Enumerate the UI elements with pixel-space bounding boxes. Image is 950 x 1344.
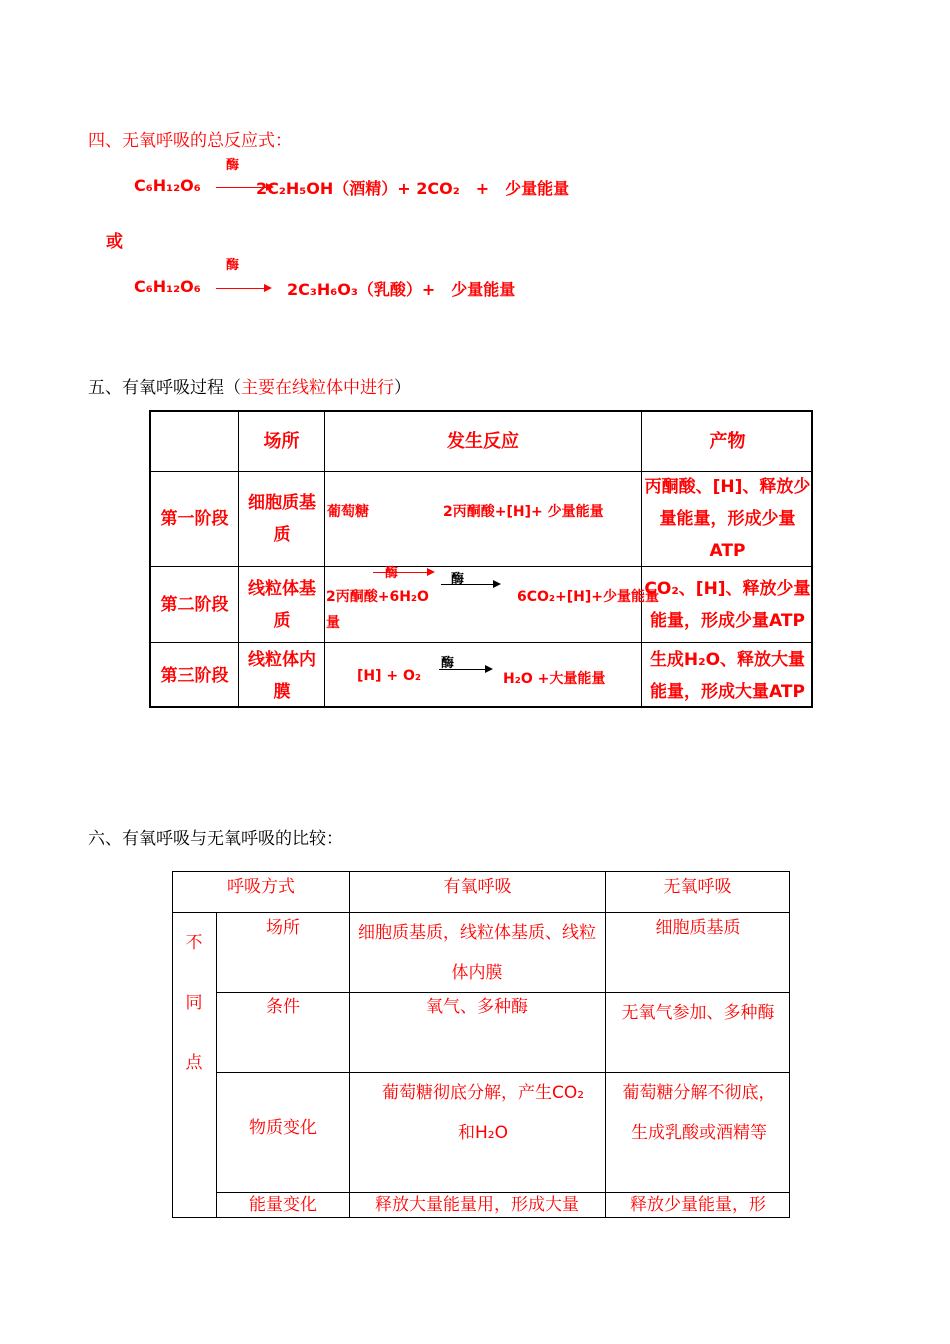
eq1-enzyme-label: 酶 [226,158,240,173]
stage-2-enzyme-b: 酶 [451,572,465,587]
group-label: 不同点 [185,933,203,1073]
eq1-products: 2C₂H₅OH（酒精）+ 2CO₂ + 少量能量 [256,179,570,198]
section6-heading: 六、有氧呼吸与无氧呼吸的比较： [88,829,343,849]
section4-heading: 四、无氧呼吸的总反应式： [88,131,292,151]
header-mode: 呼吸方式 [227,877,295,897]
row-condition-label: 条件 [266,997,300,1017]
stage-2-reaction-right: 6CO₂+[H]+少量能量 [517,589,660,605]
row-energy-label: 能量变化 [249,1195,317,1215]
stage-3-label: 第三阶段 [160,665,229,686]
eq2-arrow [216,288,266,289]
eq1-reactant: C₆H₁₂O₆ [134,176,201,195]
section5-heading-suffix: ） [394,378,411,398]
header-site: 场所 [263,430,300,452]
stage-1-product: 丙酮酸、[H]、释放少量能量，形成少量ATP [644,477,811,561]
header-reaction: 发生反应 [447,430,519,452]
stage-2-reaction-wrap: 量 [326,615,340,631]
stage-2-product: CO₂、[H]、释放少量能量，形成少量ATP [644,578,811,631]
row-site-aerobic: 细胞质基质，线粒体基质、线粒体内膜 [358,923,596,983]
row-matter-label: 物质变化 [249,1118,317,1138]
row-site-anaerobic: 细胞质基质 [655,918,741,938]
eq2-enzyme-label: 酶 [226,258,240,273]
stage-3-arrow [439,669,487,670]
or-label: 或 [106,232,123,252]
stage-2-arrow-b [441,584,495,585]
row-energy-aerobic: 释放大量能量用，形成大量 [375,1195,579,1215]
stage-2-arrow-a [373,572,429,573]
stage-3-reaction-right: H₂O +大量能量 [503,671,606,687]
eq2-products: 2C₃H₆O₃（乳酸）+ 少量能量 [287,280,516,299]
stage-3-site: 线粒体内膜 [248,649,316,702]
comparison-table [172,871,790,1218]
stage-3-enzyme: 酶 [441,656,455,671]
section5-heading-prefix: 五、有氧呼吸过程（ [88,378,241,398]
header-aerobic: 有氧呼吸 [443,877,512,897]
stage-3-reaction-left: [H] + O₂ [357,668,422,684]
stage-3-product: 生成H₂O、释放大量能量，形成大量ATP [649,649,806,702]
header-product: 产物 [709,430,746,452]
stage-1-label: 第一阶段 [160,509,229,529]
row-site-label: 场所 [266,918,300,938]
section5-heading-note: 主要在线粒体中进行 [241,378,394,398]
row-energy-anaerobic: 释放少量能量，形 [630,1195,766,1215]
stage-2-enzyme-a: 酶 [385,566,399,581]
header-anaerobic: 无氧呼吸 [663,877,732,897]
row-matter-anaerobic: 葡萄糖分解不彻底，生成乳酸或酒精等 [622,1083,776,1143]
stage-2-site: 线粒体基质 [248,578,316,631]
row-matter-aerobic: 葡萄糖彻底分解，产生CO₂和H₂O [381,1083,585,1143]
section5-heading [88,373,411,398]
row-condition-anaerobic: 无氧气参加、多种酶 [621,1003,775,1023]
aerobic-process-table [149,410,813,708]
row-condition-aerobic: 氧气、多种酶 [426,997,528,1017]
stage-2-reaction-left: 2丙酮酸+6H₂O [326,589,429,605]
eq2-reactant: C₆H₁₂O₆ [134,277,201,296]
stage-1-reaction-left: 葡萄糖 [327,504,369,520]
stage-1-site: 细胞质基质 [248,493,316,545]
stage-1-reaction-right: 2丙酮酸+[H]+ 少量能量 [443,504,604,520]
stage-2-label: 第二阶段 [160,594,229,615]
